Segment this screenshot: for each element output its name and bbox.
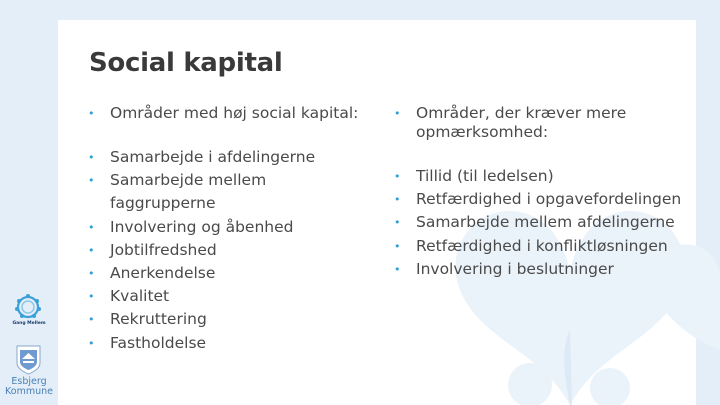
logo2-label: Esbjerg Kommune bbox=[5, 376, 53, 397]
bullet-icon: • bbox=[88, 220, 95, 234]
list-item bbox=[86, 216, 366, 239]
list-item-text: Involvering i beslutninger bbox=[416, 259, 614, 278]
left-list bbox=[86, 146, 366, 355]
list-item-text: Involvering og åbenhed bbox=[110, 217, 294, 236]
coat-of-arms-icon bbox=[16, 345, 41, 375]
bullet-icon: • bbox=[88, 290, 95, 304]
right-heading bbox=[392, 104, 692, 142]
bullet-icon: • bbox=[394, 262, 401, 276]
bullet-icon: • bbox=[88, 313, 95, 327]
slide-title: Social kapital bbox=[89, 48, 283, 78]
bullet-icon: • bbox=[88, 267, 95, 281]
list-item-text: Retfærdighed i konfliktløsningen bbox=[416, 236, 668, 255]
logo1-label: Gang Mellem bbox=[12, 321, 46, 326]
bullet-icon: • bbox=[88, 243, 95, 257]
list-item-text: Kvalitet bbox=[110, 287, 170, 306]
list-item-text: Fastholdelse bbox=[110, 333, 207, 352]
list-item-text: Samarbejde i afdelingerne bbox=[110, 148, 316, 166]
bullet-icon: • bbox=[394, 216, 401, 230]
bullet-icon: • bbox=[394, 239, 401, 253]
list-item bbox=[392, 258, 692, 281]
right-column bbox=[392, 104, 692, 281]
bullet-icon: • bbox=[394, 170, 401, 183]
list-item bbox=[392, 235, 692, 258]
left-heading-text: Områder med høj social kapital: bbox=[110, 104, 359, 122]
bullet-icon: • bbox=[394, 193, 401, 207]
list-item-text: Samarbejde mellem faggrupperne bbox=[110, 171, 267, 213]
list-item bbox=[392, 188, 692, 211]
list-item bbox=[86, 262, 366, 285]
list-item bbox=[392, 165, 692, 188]
list-item bbox=[86, 308, 366, 331]
right-heading-text: Områder, der kræver mere opmærksomhed: bbox=[416, 104, 627, 141]
list-item bbox=[392, 211, 692, 234]
list-item bbox=[86, 285, 366, 308]
bullet-icon: • bbox=[88, 174, 95, 188]
bullet-icon: • bbox=[88, 336, 95, 350]
top-band bbox=[0, 0, 720, 20]
list-item-text: Rekruttering bbox=[110, 310, 207, 329]
bullet-icon: • bbox=[88, 107, 95, 120]
list-item-text: Samarbejde mellem afdelingerne bbox=[416, 213, 675, 232]
bullet-icon: • bbox=[394, 107, 401, 120]
list-item bbox=[86, 146, 366, 169]
left-heading bbox=[86, 104, 366, 123]
list-item bbox=[86, 332, 366, 355]
list-item-text: Tillid (til ledelsen) bbox=[416, 167, 554, 185]
right-list bbox=[392, 165, 692, 281]
list-item bbox=[86, 239, 366, 262]
left-column bbox=[86, 104, 366, 355]
list-item-text: Jobtilfredshed bbox=[110, 240, 217, 259]
list-item bbox=[86, 169, 366, 215]
list-item-text: Anerkendelse bbox=[110, 264, 216, 283]
bullet-icon: • bbox=[88, 151, 95, 164]
list-item-text: Retfærdighed i opgavefordelingen bbox=[416, 190, 682, 209]
